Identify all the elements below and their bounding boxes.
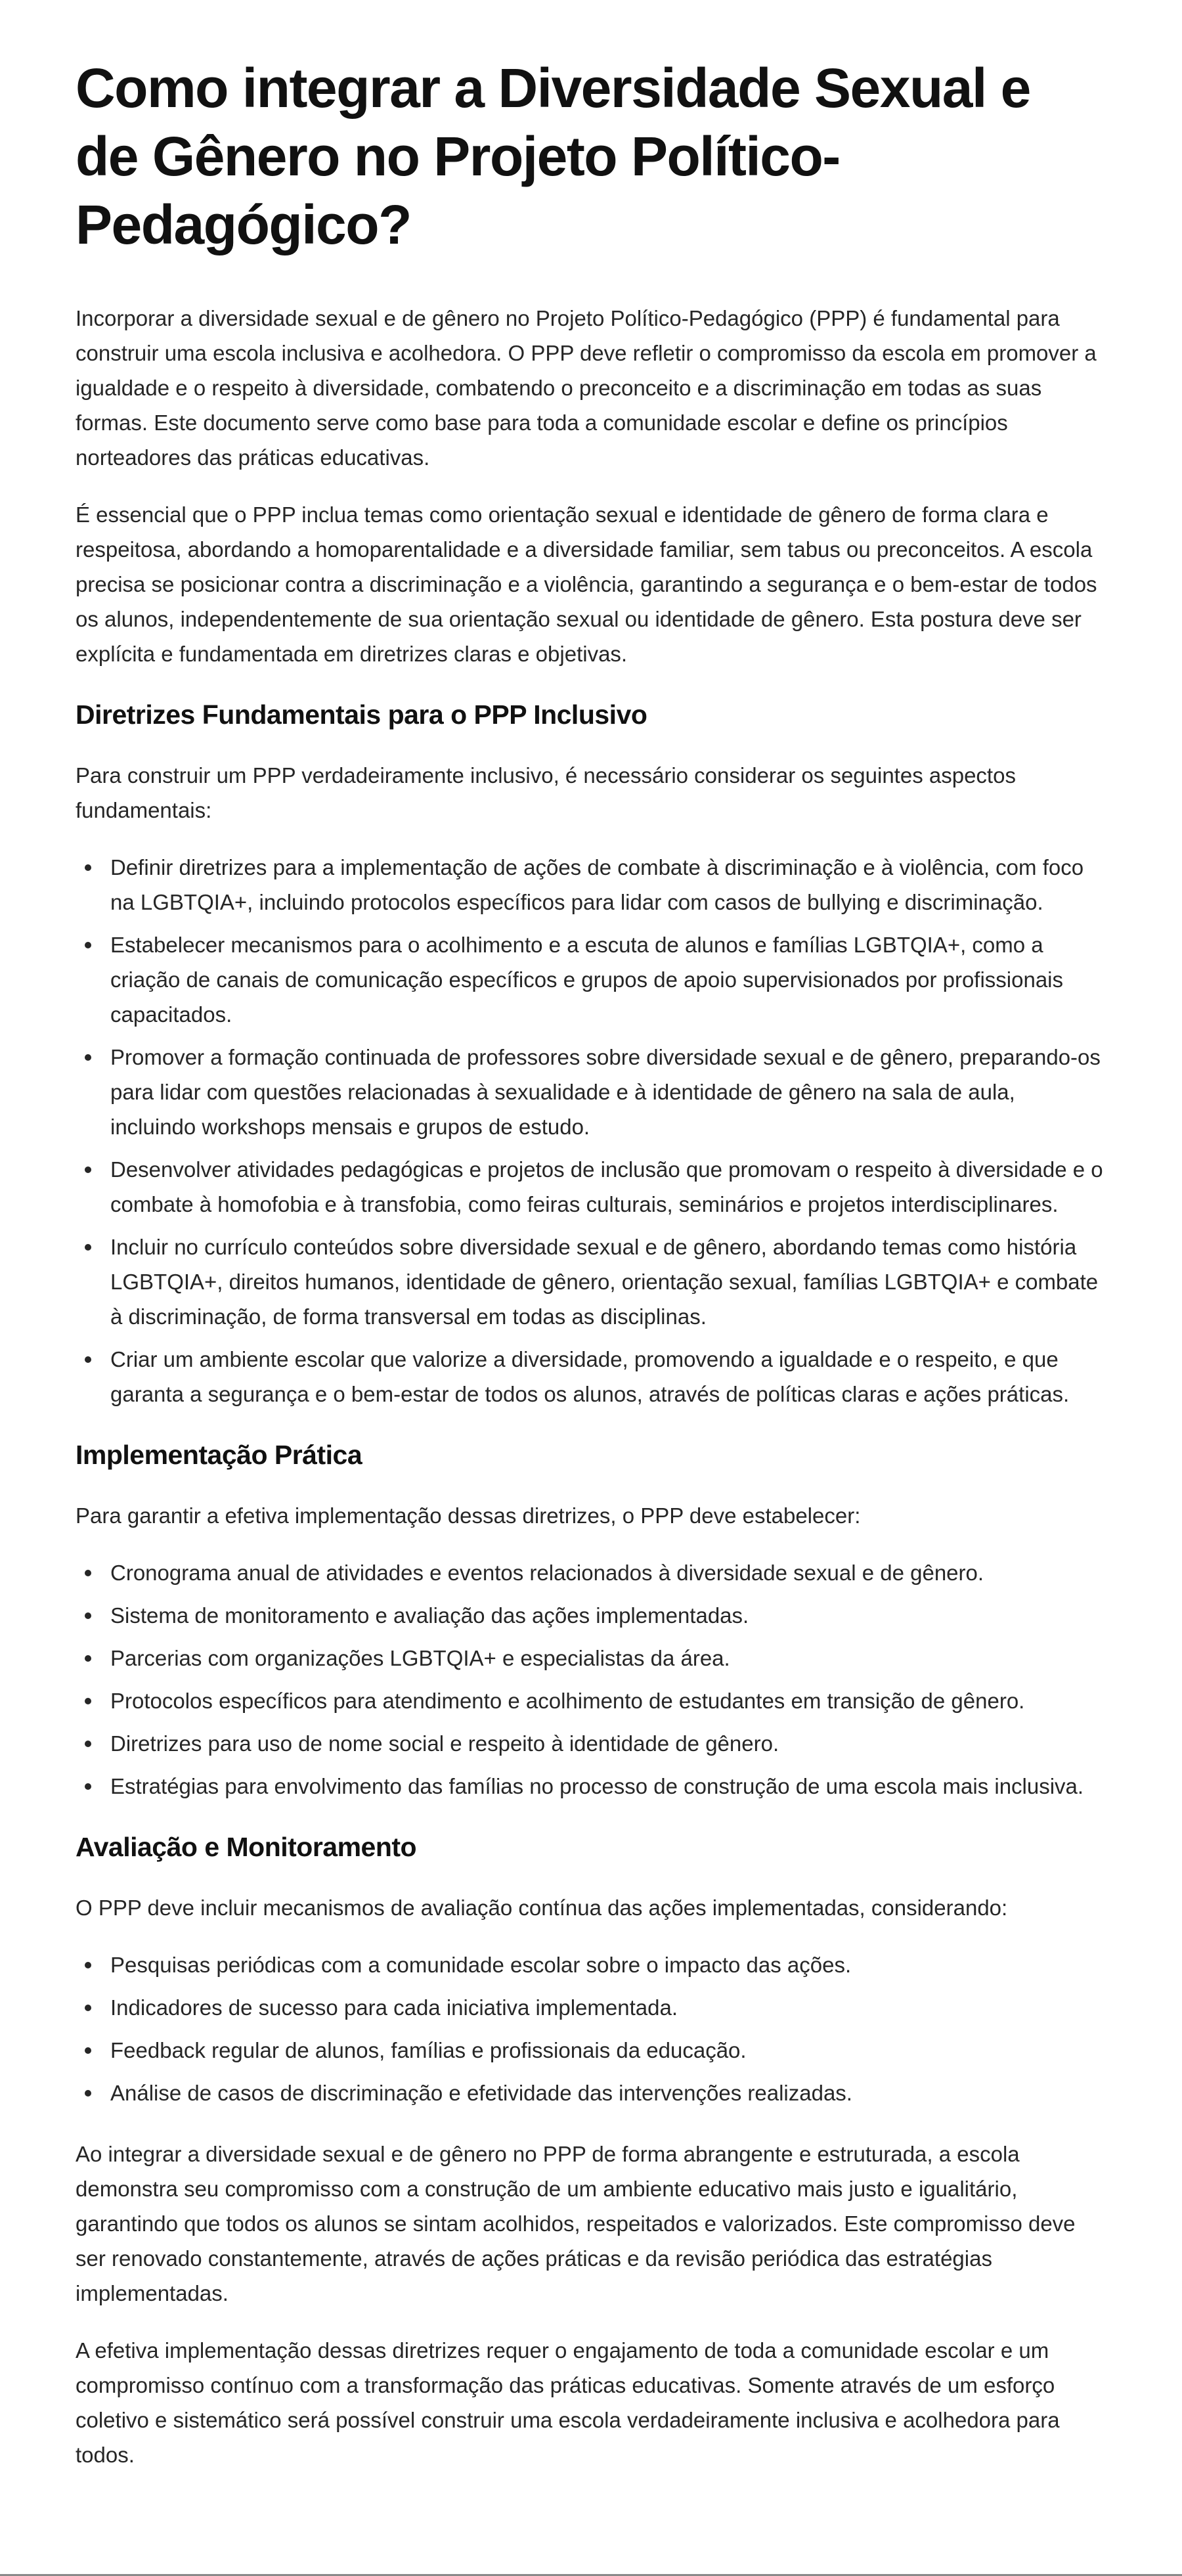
section-heading-implementacao: Implementação Prática [76, 1440, 362, 1470]
list-item: Pesquisas periódicas com a comunidade escolar sobre o impacto das ações. [76, 1947, 1106, 1982]
list-diretrizes [76, 850, 1106, 1411]
list-item: Estratégias para envolvimento das famílias no processo de construção de uma escola mais inclusiva. [76, 1769, 1106, 1804]
list-avaliacao [76, 1947, 1106, 2110]
conclusion-paragraph-2: A efetiva implementação dessas diretrizes requer o engajamento de toda a comunidade escolar e um compromisso contínuo com a transformação das práticas educativas. Somente através de um esforço coletivo e sistemático será possível construir uma escola verdadeiramente inclusiva e acolhedora para todos. [76, 2338, 1060, 2467]
section-heading-diretrizes: Diretrizes Fundamentais para o PPP Inclusivo [76, 700, 647, 730]
section-lead-avaliacao: O PPP deve incluir mecanismos de avaliação contínua das ações implementadas, considerando: [76, 1896, 1008, 1920]
list-item: Criar um ambiente escolar que valorize a diversidade, promovendo a igualdade e o respeito, e que garanta a segurança e o bem-estar de todos os alunos, através de políticas claras e ações práticas. [76, 1342, 1106, 1411]
article [76, 54, 1106, 2495]
list-item: Cronograma anual de atividades e eventos relacionados à diversidade sexual e de gênero. [76, 1555, 1106, 1590]
list-item: Promover a formação continuada de professores sobre diversidade sexual e de gênero, preparando-os para lidar com questões relacionadas à sexualidade e à identidade de gênero na sala de aula, incluindo workshops mensais e grupos de estudo. [76, 1040, 1106, 1144]
list-item: Feedback regular de alunos, famílias e profissionais da educação. [76, 2033, 1106, 2068]
list-item: Desenvolver atividades pedagógicas e projetos de inclusão que promovam o respeito à diversidade e o combate à homofobia e à transfobia, como feiras culturais, seminários e projetos interdisciplinares. [76, 1152, 1106, 1222]
conclusion-paragraph-1: Ao integrar a diversidade sexual e de gênero no PPP de forma abrangente e estruturada, a escola demonstra seu compromisso com a construção de um ambiente educativo mais justo e igualitário, garantindo que todos os alunos se sintam acolhidos, respeitados e valorizados. Este compromisso deve ser renovado constantemente, através de ações práticas e da revisão periódica das estratégias implementadas. [76, 2142, 1076, 2305]
list-item: Definir diretrizes para a implementação de ações de combate à discriminação e à violência, com foco na LGBTQIA+, incluindo protocolos específicos para lidar com casos de bullying e discriminação. [76, 850, 1106, 920]
intro-paragraph-1: Incorporar a diversidade sexual e de gênero no Projeto Político-Pedagógico (PPP) é fundamental para construir uma escola inclusiva e acolhedora. O PPP deve refletir o compromisso da escola em promover a igualdade e o respeito à diversidade, combatendo o preconceito e a discriminação em todas as suas formas. Este documento serve como base para toda a comunidade escolar e define os princípios norteadores das práticas educativas. [76, 306, 1097, 470]
list-item: Análise de casos de discriminação e efetividade das intervenções realizadas. [76, 2076, 1106, 2110]
list-item: Incluir no currículo conteúdos sobre diversidade sexual e de gênero, abordando temas como história LGBTQIA+, direitos humanos, identidade de gênero, orientação sexual, famílias LGBTQIA+ e combate à discriminação, de forma transversal em todas as disciplinas. [76, 1230, 1106, 1334]
list-item: Diretrizes para uso de nome social e respeito à identidade de gênero. [76, 1726, 1106, 1761]
list-item: Sistema de monitoramento e avaliação das ações implementadas. [76, 1598, 1106, 1633]
list-implementacao [76, 1555, 1106, 1804]
list-item: Estabelecer mecanismos para o acolhimento e a escuta de alunos e famílias LGBTQIA+, como a criação de canais de comunicação específicos e grupos de apoio supervisionados por profissionais capacitados. [76, 927, 1106, 1032]
section-heading-avaliacao: Avaliação e Monitoramento [76, 1832, 417, 1862]
page-title: Como integrar a Diversidade Sexual e de Gênero no Projeto Político-Pedagógico? [76, 57, 1030, 255]
section-lead-diretrizes: Para construir um PPP verdadeiramente inclusivo, é necessário considerar os seguintes aspectos fundamentais: [76, 763, 1016, 822]
intro-paragraph-2: É essencial que o PPP inclua temas como orientação sexual e identidade de gênero de forma clara e respeitosa, abordando a homoparentalidade e a diversidade familiar, sem tabus ou preconceitos. A escola precisa se posicionar contra a discriminação e a violência, garantindo a segurança e o bem-estar de todos os alunos, independentemente de sua orientação sexual ou identidade de gênero. Esta postura deve ser explícita e fundamentada em diretrizes claras e objetivas. [76, 502, 1097, 666]
list-item: Parcerias com organizações LGBTQIA+ e especialistas da área. [76, 1641, 1106, 1676]
list-item: Indicadores de sucesso para cada iniciativa implementada. [76, 1990, 1106, 2025]
list-item: Protocolos específicos para atendimento e acolhimento de estudantes em transição de gênero. [76, 1683, 1106, 1718]
section-lead-implementacao: Para garantir a efetiva implementação dessas diretrizes, o PPP deve estabelecer: [76, 1503, 861, 1528]
